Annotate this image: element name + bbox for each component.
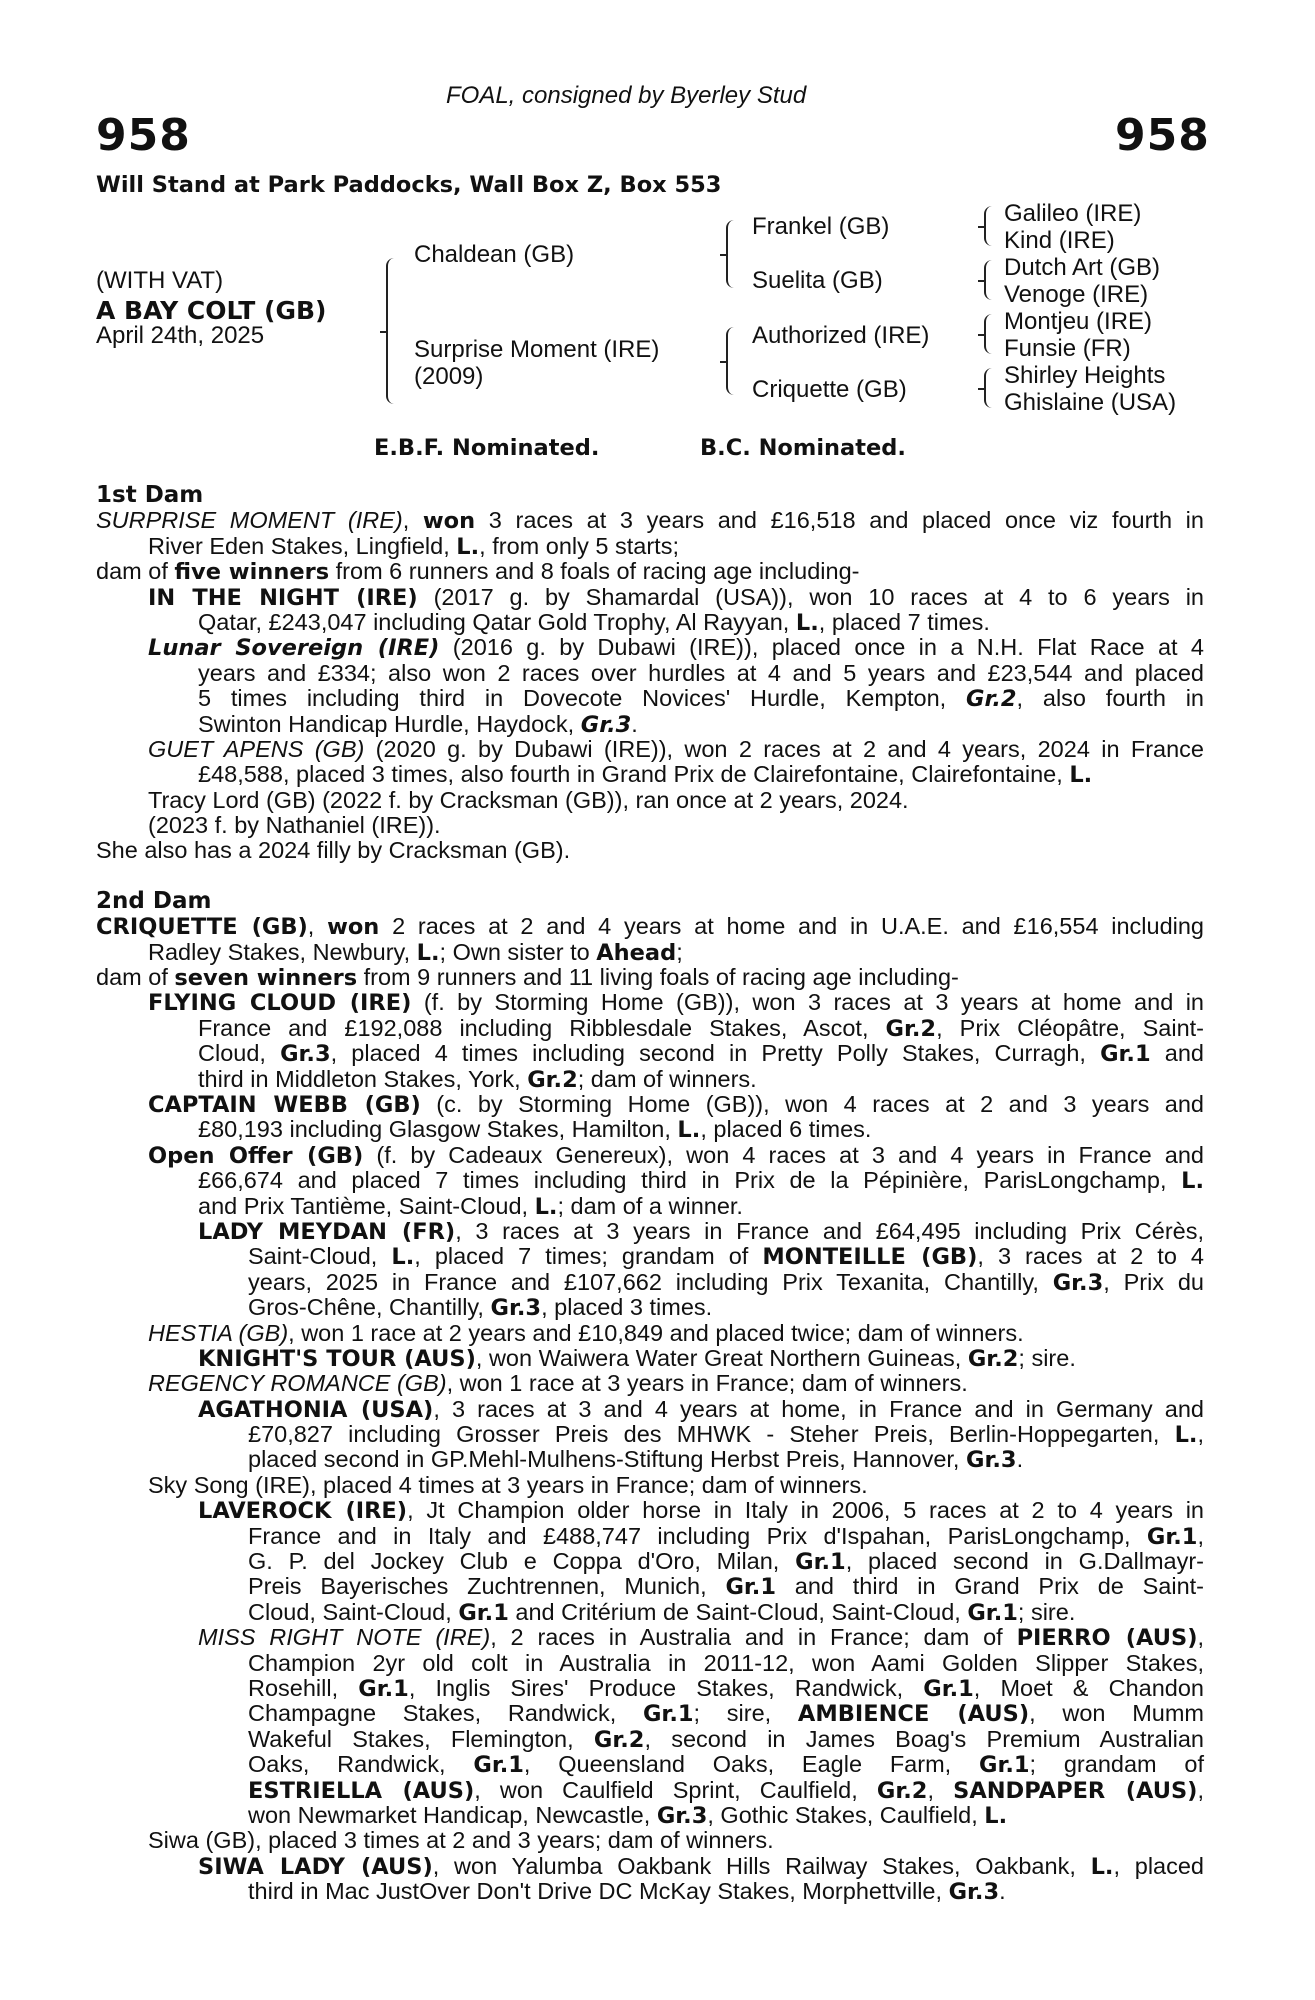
- text: Saint-Cloud,: [248, 1243, 392, 1270]
- produce-entry-line: [96, 1422, 1204, 1447]
- text: ,: [1197, 1624, 1205, 1651]
- text: , placed 3 times.: [541, 1294, 713, 1321]
- produce-entry-line: [96, 1117, 1204, 1142]
- text: dam of: [96, 558, 175, 585]
- group-grade: Gr.3: [280, 1041, 331, 1068]
- text: and Critérium de Saint-Cloud, Saint-Cloud,: [508, 1598, 968, 1625]
- ebf-nominated: E.B.F. Nominated.: [374, 435, 600, 461]
- text: France and £192,088 including Ribblesdale Stakes, Ascot,: [198, 1014, 886, 1041]
- text: and: [1150, 1040, 1204, 1067]
- second-dam-heading: 2nd Dam: [96, 887, 212, 914]
- pedigree-dam-year: (2009): [414, 363, 484, 390]
- text: (2017 g. by Shamardal (USA)), won 10 races at 4 to 6 years in: [417, 583, 1204, 610]
- produce-entry-line: [96, 1701, 1204, 1726]
- horse-name: GUET APENS (GB): [148, 735, 365, 762]
- text: , won Yalumba Oakbank Hills Railway Stakes, Oakbank,: [432, 1852, 1091, 1879]
- text: (f. by Cadeaux Genereux), won 4 races at 3 and 4 years in France and: [363, 1141, 1204, 1168]
- produce-entry: Siwa (GB), placed 3 times at 2 and 3 years; dam of winners.: [148, 1827, 774, 1854]
- group-grade: Gr.2: [876, 1777, 928, 1804]
- lot-number-left: 958: [96, 110, 191, 161]
- text: dam of: [96, 964, 175, 991]
- first-dam-line: [96, 559, 1204, 584]
- text: , second in James Boag's Premium Australian: [644, 1725, 1204, 1752]
- produce-entry-line: [96, 1879, 1204, 1904]
- listed-grade: L.: [391, 1244, 415, 1271]
- pedigree-brace: [726, 220, 740, 288]
- horse-name: REGENCY ROMANCE (GB): [148, 1370, 447, 1397]
- text: third in Mac JustOver Don't Drive DC McKay Stakes, Morphettville,: [248, 1878, 949, 1905]
- stabling-location: Will Stand at Park Paddocks, Wall Box Z, Box 553: [96, 172, 722, 198]
- text: , placed 7 times.: [818, 608, 990, 635]
- produce-entry: [96, 1397, 1204, 1422]
- text: , placed 4 times including second in Pretty Polly Stakes, Curragh,: [330, 1040, 1101, 1067]
- group-grade: Gr.3: [948, 1879, 1000, 1906]
- produce-entry-line: [96, 1067, 1204, 1092]
- text: , Queensland Oaks, Eagle Farm,: [523, 1751, 979, 1778]
- pedigree-dam: Surprise Moment (IRE): [414, 336, 660, 363]
- second-dam-line: [96, 914, 1204, 939]
- text: , won 1 race at 3 years in France; dam of winners.: [446, 1370, 968, 1397]
- group-grade: Gr.1: [458, 1599, 509, 1626]
- produce-entry-line: [96, 712, 1204, 737]
- produce-entry-line: [96, 1752, 1204, 1777]
- text: Wakeful Stakes, Flemington,: [248, 1725, 594, 1752]
- group-grade: Gr.1: [642, 1701, 694, 1728]
- pedigree-grandsire-3: Montjeu (IRE): [1004, 308, 1153, 335]
- pedigree-brace: [726, 327, 740, 395]
- produce-entry-line: [96, 1244, 1204, 1269]
- listed-grade: L.: [416, 939, 440, 966]
- pedigree-brace: [984, 314, 998, 354]
- text: ,: [1197, 1522, 1204, 1549]
- group-grade: Gr.1: [967, 1599, 1018, 1626]
- group-grade: Gr.1: [978, 1752, 1030, 1779]
- produce-entry-line: [96, 686, 1204, 711]
- pedigree-granddam-3: Funsie (FR): [1004, 335, 1131, 362]
- text: ; sire.: [1018, 1344, 1076, 1371]
- first-dam-heading: 1st Dam: [96, 482, 204, 508]
- text: third in Middleton Stakes, York,: [198, 1065, 528, 1092]
- text: , placed 7 times; grandam of: [414, 1243, 763, 1270]
- group-grade: Gr.1: [358, 1675, 409, 1702]
- group-grade: Gr.2: [593, 1726, 645, 1753]
- produce-entry: [96, 1498, 1204, 1523]
- pedigree-brace: [984, 206, 998, 246]
- page-subtitle: FOAL, consigned by Byerley Stud: [446, 82, 807, 109]
- horse-name: FLYING CLOUD (IRE): [148, 990, 412, 1017]
- text: 5 times including third in Dovecote Novices' Hurdle, Kempton,: [198, 685, 966, 712]
- lot-number-right: 958: [1115, 110, 1210, 161]
- produce-entry-line: [96, 1676, 1204, 1701]
- horse-name: MISS RIGHT NOTE (IRE): [198, 1624, 491, 1651]
- pedigree-sire-sire: Frankel (GB): [752, 213, 890, 240]
- text: Rosehill,: [248, 1674, 359, 1701]
- text: ,: [402, 507, 423, 534]
- text: Swinton Handicap Hurdle, Haydock,: [198, 710, 581, 737]
- text: ,: [1197, 1776, 1204, 1803]
- produce-entry-line: years and £334; also won 2 races over hurdles at 4 and 5 years and £23,544 and placed: [198, 659, 1204, 686]
- text: , won Mumm: [1029, 1700, 1204, 1727]
- text: Oaks, Randwick,: [248, 1751, 474, 1778]
- text: , Moet & Chandon: [973, 1674, 1204, 1701]
- produce-entry: Tracy Lord (GB) (2022 f. by Cracksman (GB)), ran once at 2 years, 2024.: [148, 786, 909, 813]
- produce-entry-line: [96, 1168, 1204, 1193]
- horse-name: CAPTAIN WEBB (GB): [148, 1091, 421, 1118]
- winners-count: five winners: [174, 559, 330, 586]
- pedigree-grandsire-2: Dutch Art (GB): [1004, 254, 1161, 281]
- text: Cloud,: [198, 1040, 281, 1067]
- produce-entry-line: [96, 1524, 1204, 1549]
- text: 2 races at 2 and 4 years at home and in U.A.E. and £16,554 including: [379, 913, 1205, 940]
- produce-record: [96, 483, 1204, 1904]
- produce-entry: Sky Song (IRE), placed 4 times at 3 years in France; dam of winners.: [148, 1471, 868, 1498]
- horse-name: Open Offer (GB): [148, 1142, 364, 1169]
- sibling-name: Ahead: [596, 939, 677, 966]
- produce-entry-line: [96, 1194, 1204, 1219]
- produce-entry: [96, 1143, 1204, 1168]
- produce-entry-line: [96, 1016, 1204, 1041]
- text: ,: [1197, 1421, 1204, 1448]
- listed-grade: L.: [456, 533, 480, 560]
- text: Champagne Stakes, Randwick,: [248, 1700, 643, 1727]
- pedigree-granddam-4: Ghislaine (USA): [1004, 389, 1177, 416]
- first-dam-line: She also has a 2024 filly by Cracksman (GB).: [96, 837, 571, 864]
- first-dam-line: [96, 508, 1204, 533]
- produce-entry-line: [96, 1778, 1204, 1803]
- produce-entry-line: [96, 1295, 1204, 1320]
- produce-entry-line: [96, 1447, 1204, 1472]
- produce-entry: [96, 1219, 1204, 1244]
- group-grade: Gr.1: [923, 1675, 974, 1702]
- produce-entry: [96, 1346, 1204, 1371]
- text: , won Caulfield Sprint, Caulfield,: [474, 1776, 877, 1803]
- text: (f. by Storming Home (GB)), won 3 races at 3 years at home and in: [411, 989, 1204, 1016]
- text: , Gothic Stakes, Caulfield,: [707, 1801, 985, 1828]
- pedigree-grandsire-1: Galileo (IRE): [1004, 200, 1142, 227]
- horse-name: SANDPAPER (AUS): [953, 1777, 1198, 1804]
- dam-name: CRIQUETTE (GB): [96, 914, 308, 941]
- produce-entry-line: [96, 1727, 1204, 1752]
- text: ; dam of a winner.: [557, 1192, 743, 1219]
- text: ; grandam of: [1029, 1751, 1205, 1778]
- text: placed second in GP.Mehl-Mulhens-Stiftung Herbst Preis, Hannover,: [248, 1446, 966, 1473]
- text: and third in Grand Prix de Saint-: [776, 1573, 1205, 1600]
- text: Preis Bayerisches Zuchtrennen, Munich,: [248, 1573, 726, 1600]
- vat-note: (WITH VAT): [96, 267, 224, 294]
- pedigree-dam-sire: Authorized (IRE): [752, 322, 930, 349]
- group-grade: Gr.2: [967, 1345, 1019, 1372]
- text: (c. by Storming Home (GB)), won 4 races at 2 and 3 years and: [420, 1090, 1204, 1117]
- text: , placed 6 times.: [700, 1116, 872, 1143]
- text: .: [631, 710, 638, 737]
- text: .: [1016, 1446, 1024, 1473]
- text: ,: [927, 1776, 954, 1803]
- text: , Inglis Sires' Produce Stakes, Randwick,: [408, 1674, 924, 1701]
- produce-entry-line: [96, 762, 1204, 787]
- produce-entry: [96, 737, 1204, 762]
- won-label: won: [422, 508, 476, 535]
- pedigree-granddam-2: Venoge (IRE): [1004, 281, 1149, 308]
- second-dam-line: [96, 940, 1204, 965]
- text: ; sire.: [1017, 1598, 1076, 1625]
- group-grade: Gr.3: [1052, 1269, 1104, 1296]
- text: .: [999, 1878, 1006, 1905]
- produce-entry-line: [96, 1549, 1204, 1574]
- horse-name: Lunar Sovereign (IRE): [148, 635, 440, 662]
- pedigree-sire-dam: Suelita (GB): [752, 267, 883, 294]
- horse-name: AMBIENCE (AUS): [797, 1701, 1030, 1728]
- text: , 3 races at 2 to 4: [977, 1243, 1205, 1270]
- group-grade: Gr.3: [580, 711, 632, 738]
- horse-name: MONTEILLE (GB): [762, 1244, 978, 1271]
- text: Cloud, Saint-Cloud,: [248, 1598, 459, 1625]
- text: G. P. del Jockey Club e Coppa d'Oro, Milan,: [248, 1548, 796, 1575]
- text: and Prix Tantième, Saint-Cloud,: [198, 1192, 535, 1219]
- produce-entry-line: [96, 1041, 1204, 1066]
- group-grade: Gr.2: [527, 1066, 578, 1093]
- bc-nominated: B.C. Nominated.: [700, 435, 906, 461]
- listed-grade: L.: [1090, 1853, 1114, 1880]
- listed-grade: L.: [677, 1117, 701, 1144]
- first-dam-line: [96, 534, 1204, 559]
- pedigree-granddam-1: Kind (IRE): [1004, 227, 1115, 254]
- text: , 2 races in Australia and in France; dam of: [490, 1624, 1017, 1651]
- group-grade: Gr.1: [795, 1549, 846, 1576]
- listed-grade: L.: [984, 1802, 1008, 1829]
- group-grade: Gr.2: [965, 686, 1017, 713]
- group-grade: Gr.1: [725, 1574, 776, 1601]
- text: ; Own sister to: [439, 938, 597, 965]
- produce-entry: [96, 1092, 1204, 1117]
- produce-entry-line: [96, 610, 1204, 635]
- produce-entry: (2023 f. by Nathaniel (IRE)).: [148, 812, 441, 839]
- text: , 3 races at 3 years in France and £64,495 including Prix Cérès,: [455, 1217, 1204, 1244]
- text: Qatar, £243,047 including Qatar Gold Trophy, Al Rayyan,: [198, 608, 796, 635]
- foaling-date: April 24th, 2025: [96, 322, 265, 349]
- text: 3 races at 3 years and £16,518 and placed once viz fourth in: [475, 507, 1204, 534]
- produce-entry-line: [96, 1803, 1204, 1828]
- text: , Prix du: [1103, 1268, 1204, 1295]
- text: , won 1 race at 2 years and £10,849 and placed twice; dam of winners.: [288, 1319, 1024, 1346]
- text: years, 2025 in France and £107,662 including Prix Texanita, Chantilly,: [248, 1268, 1053, 1295]
- horse-name: LADY MEYDAN (FR): [198, 1218, 456, 1245]
- produce-entry-line: Champion 2yr old colt in Australia in 2011-12, won Aami Golden Slipper Stakes,: [248, 1649, 1204, 1676]
- horse-name: SIWA LADY (AUS): [198, 1853, 433, 1880]
- pedigree-brace: [984, 260, 998, 300]
- horse-name: LAVEROCK (IRE): [198, 1498, 408, 1525]
- text: France and in Italy and £488,747 including Prix d'Ispahan, ParisLongchamp,: [248, 1522, 1147, 1549]
- listed-grade: L.: [1174, 1422, 1198, 1449]
- pedigree-brace: [984, 368, 998, 408]
- horse-name: PIERRO (AUS): [1016, 1625, 1198, 1652]
- text: Gros-Chêne, Chantilly,: [248, 1294, 491, 1321]
- text: ,: [307, 913, 328, 940]
- pedigree-sire: Chaldean (GB): [414, 241, 575, 268]
- group-grade: Gr.1: [1100, 1041, 1151, 1068]
- won-label: won: [327, 914, 380, 941]
- text: Radley Stakes, Newbury,: [148, 938, 417, 965]
- group-grade: Gr.2: [885, 1015, 937, 1042]
- text: (2020 g. by Dubawi (IRE)), won 2 races at 2 and 4 years, 2024 in France: [364, 735, 1204, 762]
- produce-entry: [96, 1854, 1204, 1879]
- text: £48,588, placed 3 times, also fourth in Grand Prix de Clairefontaine, Clairefontaine,: [198, 761, 1070, 788]
- pedigree-grandsire-4: Shirley Heights: [1004, 362, 1166, 389]
- text: , 3 races at 3 and 4 years at home, in France and in Germany and: [433, 1395, 1204, 1422]
- group-grade: Gr.1: [1146, 1523, 1198, 1550]
- lot-title: A BAY COLT (GB): [96, 296, 327, 325]
- listed-grade: L.: [1069, 762, 1093, 789]
- text: , from only 5 starts;: [479, 532, 679, 559]
- text: £66,674 and placed 7 times including third in Prix de la Pépinière, ParisLongchamp,: [198, 1167, 1182, 1194]
- text: from 6 runners and 8 foals of racing age including-: [329, 558, 860, 585]
- produce-entry-line: [96, 1574, 1204, 1599]
- horse-name: HESTIA (GB): [148, 1319, 289, 1346]
- text: won Newmarket Handicap, Newcastle,: [248, 1801, 657, 1828]
- pedigree-dam-dam: Criquette (GB): [752, 376, 907, 403]
- text: from 9 runners and 11 living foals of racing age including-: [357, 964, 959, 991]
- horse-name: IN THE NIGHT (IRE): [148, 584, 418, 611]
- produce-entry: [96, 1371, 1204, 1396]
- pedigree-brace: [386, 258, 400, 404]
- listed-grade: L.: [534, 1193, 558, 1220]
- horse-name: AGATHONIA (USA): [198, 1396, 434, 1423]
- produce-entry: [96, 635, 1204, 660]
- horse-name: KNIGHT'S TOUR (AUS): [198, 1345, 476, 1372]
- second-dam-line: [96, 965, 1204, 990]
- text: River Eden Stakes, Lingfield,: [148, 532, 457, 559]
- text: , placed: [1113, 1852, 1205, 1879]
- produce-entry: [96, 1321, 1204, 1346]
- text: , Jt Champion older horse in Italy in 2006, 5 races at 2 to 4 years in: [407, 1497, 1205, 1524]
- group-grade: Gr.3: [966, 1447, 1017, 1474]
- text: £70,827 including Grosser Preis des MHWK - Steher Preis, Berlin-Hoppegarten,: [248, 1421, 1175, 1448]
- text: , Prix Cléopâtre, Saint-: [936, 1014, 1204, 1041]
- produce-entry: [96, 585, 1204, 610]
- text: ; dam of winners.: [577, 1065, 757, 1092]
- produce-entry-line: [96, 1270, 1204, 1295]
- produce-entry: [96, 990, 1204, 1015]
- listed-grade: L.: [795, 609, 819, 636]
- text: , won Waiwera Water Great Northern Guineas,: [475, 1344, 968, 1371]
- produce-entry: [96, 1625, 1204, 1650]
- text: , placed second in G.Dallmayr-: [845, 1548, 1204, 1575]
- text: ; sire,: [693, 1700, 798, 1727]
- horse-name: ESTRIELLA (AUS): [248, 1777, 475, 1804]
- group-grade: Gr.3: [656, 1802, 708, 1829]
- winners-count: seven winners: [174, 965, 358, 992]
- text: , also fourth in: [1016, 685, 1205, 712]
- listed-grade: L.: [1181, 1168, 1204, 1195]
- dam-name: SURPRISE MOMENT (IRE): [96, 507, 403, 534]
- text: (2016 g. by Dubawi (IRE)), placed once in a N.H. Flat Race at 4: [439, 634, 1204, 661]
- produce-entry-line: [96, 1600, 1204, 1625]
- group-grade: Gr.3: [490, 1295, 542, 1322]
- group-grade: Gr.1: [473, 1752, 524, 1779]
- text: £80,193 including Glasgow Stakes, Hamilton,: [198, 1116, 678, 1143]
- text: ;: [676, 938, 683, 965]
